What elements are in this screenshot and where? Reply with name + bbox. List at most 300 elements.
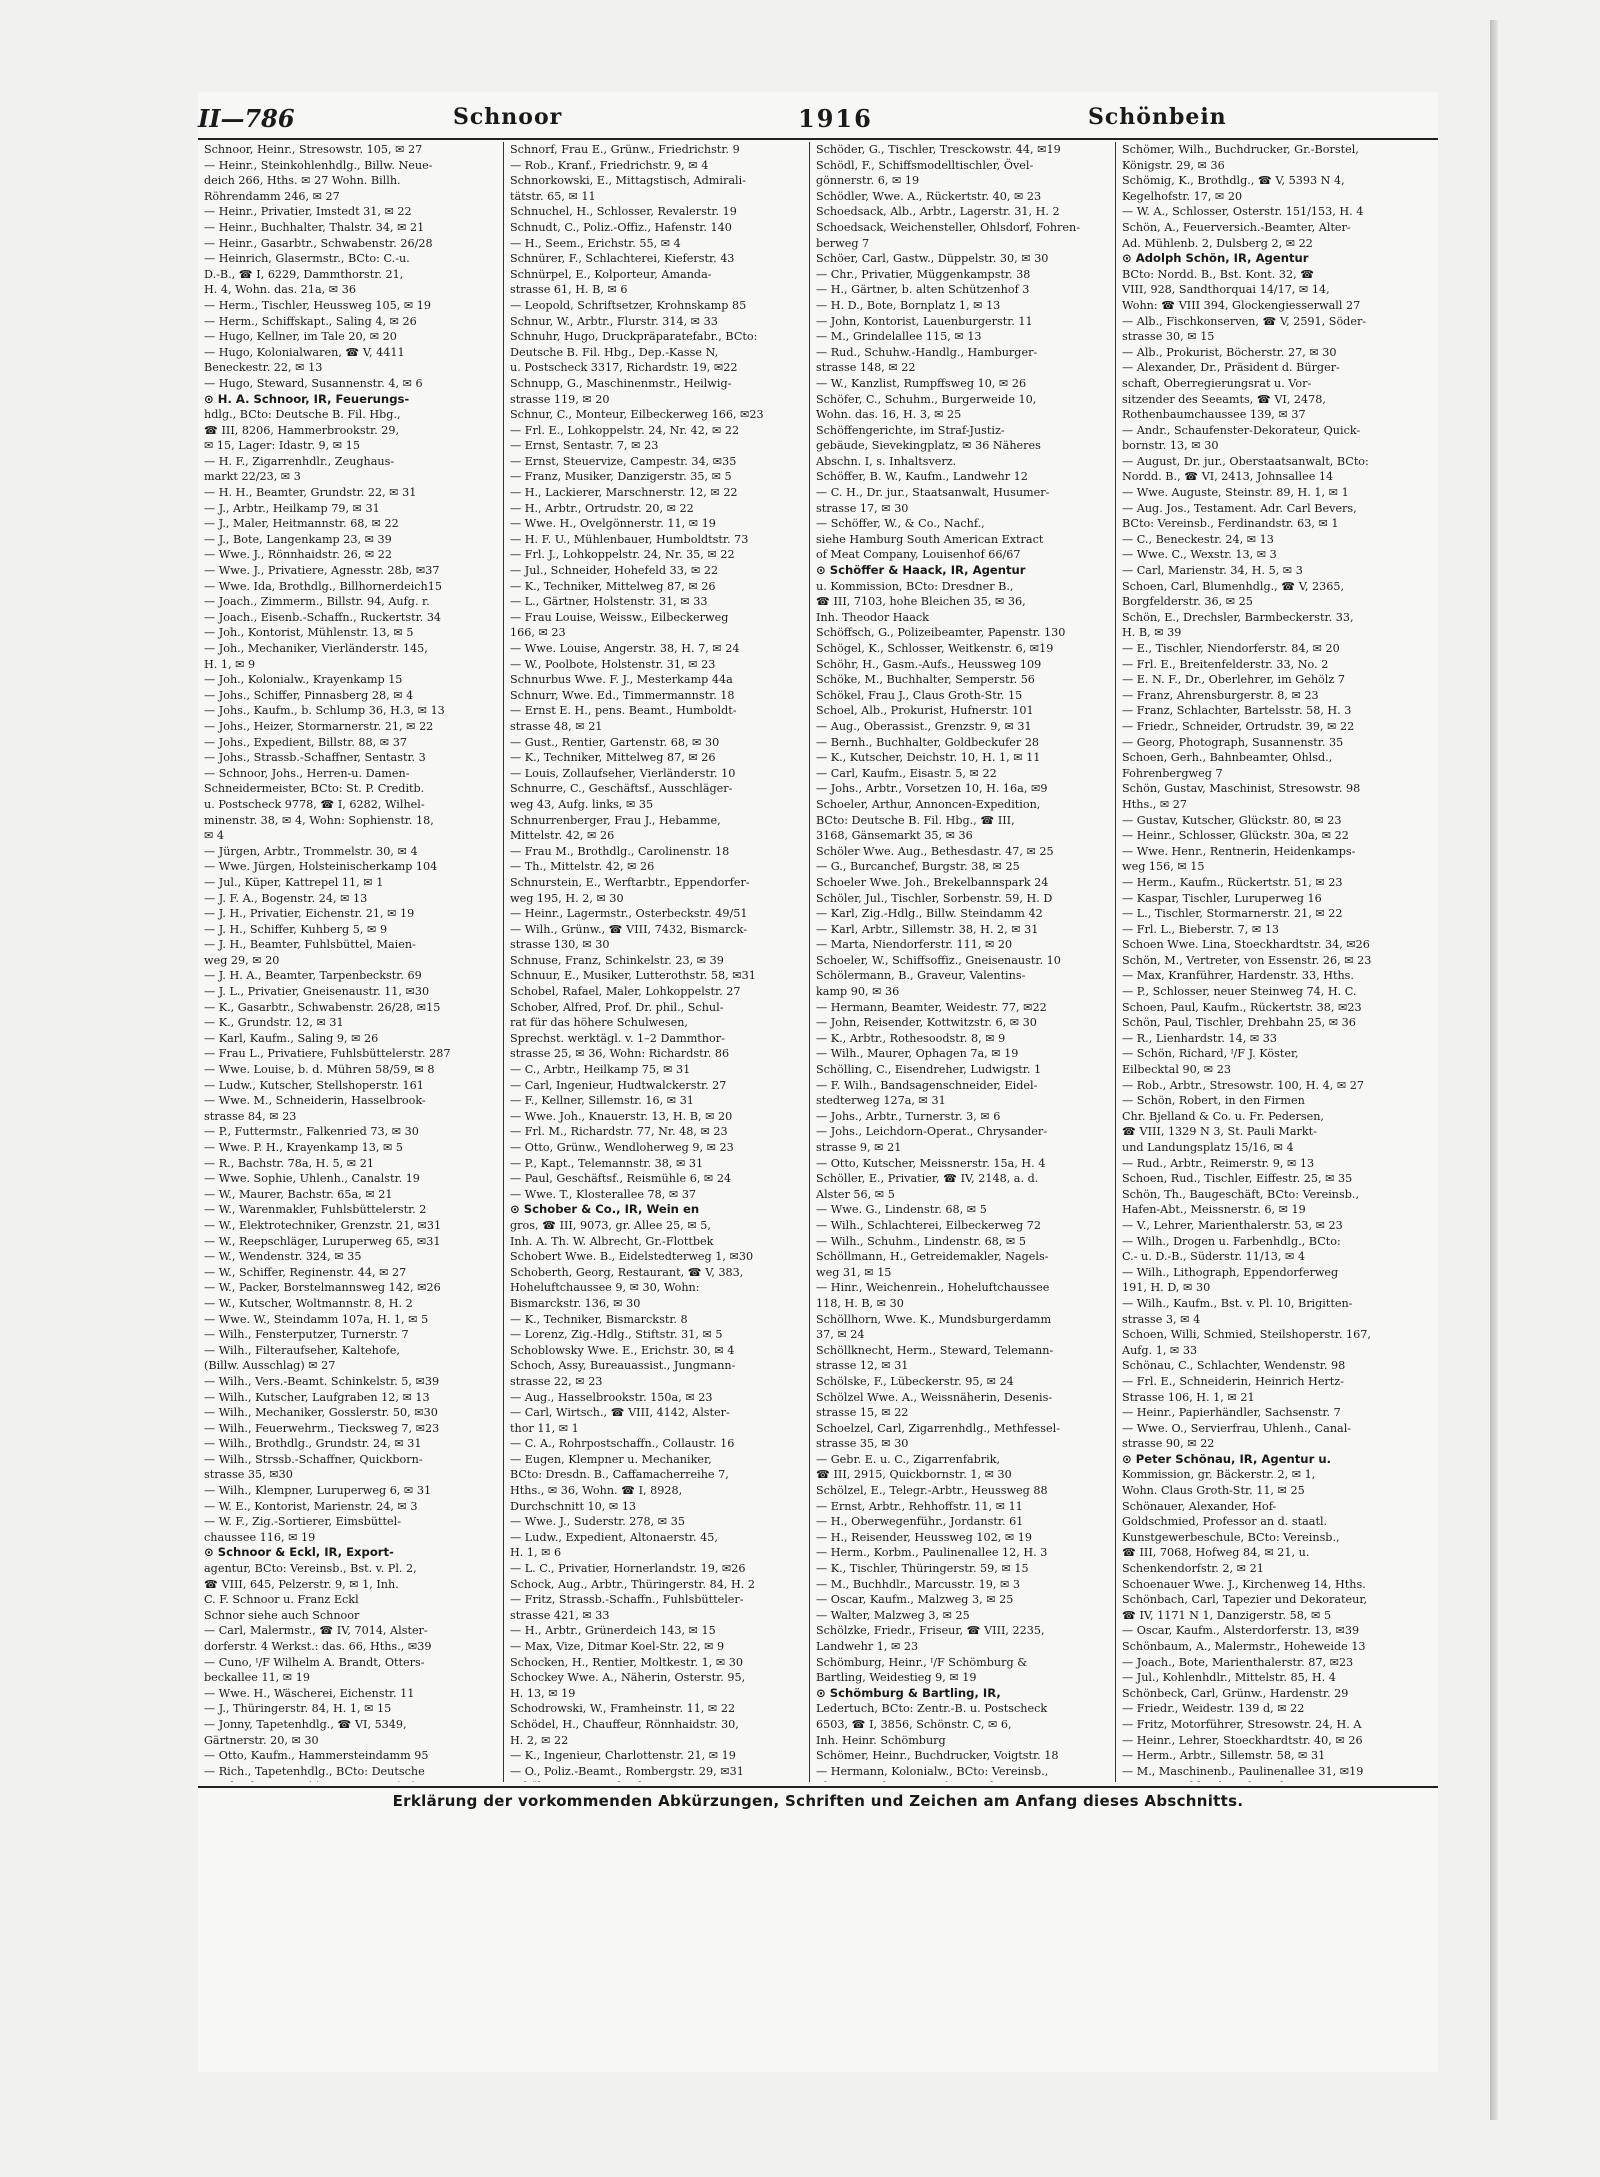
- directory-entry: — Wwe. O., Servierfrau, Uhlenh., Canal-: [1122, 1421, 1352, 1435]
- directory-entry: — Max, Vize, Ditmar Koel-Str. 22, ✉ 9: [510, 1640, 725, 1653]
- directory-entry: — Marta, Niendorferstr. 111, ✉ 20: [816, 938, 1013, 952]
- directory-entry: — H., Oberwegenführ., Jordanstr. 61: [816, 1515, 1024, 1529]
- directory-entry: Schnuchel, H., Schlosser, Revalerstr. 19: [510, 205, 737, 219]
- directory-entry: ☎ III, 2915, Quickbornstr. 1, ✉ 30: [816, 1468, 1012, 1482]
- directory-entry: Inh. Heinr. Schömburg: [816, 1733, 946, 1747]
- directory-entry: — Johs., Heizer, Stormarnerstr. 21, ✉ 22: [204, 719, 434, 733]
- directory-entry: Hths., ✉ 36, Wohn. ☎ I, 8928,: [510, 1484, 683, 1498]
- directory-entry: — Wilh., Mechaniker, Gosslerstr. 50, ✉30: [204, 1406, 438, 1420]
- directory-entry: BCto: Deutsche B. Fil. Hbg., ☎ III,: [816, 813, 1015, 827]
- directory-entry: strasse 148, ✉ 22: [816, 361, 916, 375]
- directory-entry: — R., Bachstr. 78a, H. 5, ✉ 21: [204, 1156, 374, 1170]
- directory-entry: — J., Maler, Heitmannstr. 68, ✉ 22: [204, 517, 399, 531]
- directory-entry: Schodrowski, W., Framheinstr. 11, ✉ 22: [510, 1702, 736, 1716]
- directory-entry: — Frl. M., Richardstr. 77, Nr. 48, ✉ 23: [510, 1125, 728, 1139]
- directory-entry: Schöffer, B. W., Kaufm., Landwehr 12: [816, 470, 1028, 484]
- directory-entry: — Gustav, Kutscher, Glückstr. 80, ✉ 23: [1122, 813, 1342, 827]
- directory-entry: Schönau, C., Schlachter, Wendenstr. 98: [1122, 1359, 1346, 1373]
- directory-entry: ☎ III, 8206, Hammerbrookstr. 29,: [204, 423, 400, 437]
- directory-entry: [1122, 1779, 1417, 1782]
- directory-entry: Schölske, F., Lübeckerstr. 95, ✉ 24: [816, 1374, 1014, 1388]
- directory-entry: — H., Lackierer, Marschnerstr. 12, ✉ 22: [510, 486, 738, 500]
- directory-entry: — Joh., Kontorist, Mühlenstr. 13, ✉ 5: [204, 626, 414, 640]
- directory-entry: BCto: Dresdn. B., Caffamacherreihe 7,: [510, 1468, 729, 1482]
- directory-entry: Schnoor, Heinr., Stresowstr. 105, ✉ 27: [204, 143, 423, 156]
- directory-entry: — H. F. U., Mühlenbauer, Humboldtstr. 73: [510, 532, 749, 546]
- directory-entry: — Wilh., Lithograph, Eppendorferweg: [1122, 1265, 1339, 1279]
- directory-entry: — Wilh., Schlachterei, Eilbeckerweg 72: [816, 1218, 1041, 1232]
- directory-entry: — Wwe. C., Wexstr. 13, ✉ 3: [1122, 548, 1277, 562]
- directory-entry: H. 1, ✉ 6: [510, 1546, 562, 1560]
- directory-entry: gebäude, Sievekingplatz, ✉ 36 Näheres: [816, 439, 1041, 453]
- directory-entry: — Franz, Musiker, Danzigerstr. 35, ✉ 5: [510, 470, 732, 484]
- directory-entry: [204, 1779, 498, 1782]
- directory-entry: — John, Reisender, Kottwitzstr. 6, ✉ 30: [816, 1016, 1037, 1030]
- directory-entry: — Carl, Wirtsch., ☎ VIII, 4142, Alster-: [510, 1406, 730, 1420]
- directory-entry: — Heinr., Lehrer, Stoeckhardtstr. 40, ✉ 26: [1122, 1733, 1363, 1747]
- directory-entry: Schober, Alfred, Prof. Dr. phil., Schul-: [510, 1000, 724, 1014]
- directory-entry: — Wilh., Strssb.-Schaffner, Quickborn-: [204, 1452, 423, 1466]
- directory-entry: — Rob., Arbtr., Stresowstr. 100, H. 4, ✉ 27: [1122, 1078, 1364, 1092]
- directory-entry: Inh. A. Th. W. Albrecht, Gr.-Flottbek: [510, 1234, 714, 1248]
- directory-entry: — Jul., Küper, Kattrepel 11, ✉ 1: [204, 875, 384, 889]
- directory-page: [198, 92, 1438, 2072]
- directory-entry: ⊙ Schöffer & Haack, IR, Agentur: [816, 563, 1026, 578]
- directory-entry: Schönbaum, A., Malermstr., Hoheweide 13: [1122, 1640, 1366, 1653]
- directory-entry: Schönbeck, Carl, Grünw., Hardenstr. 29: [1122, 1686, 1349, 1700]
- directory-entry: — Hugo, Kolonialwaren, ☎ V, 4411: [204, 345, 405, 359]
- directory-entry: — Aug., Oberassist., Grenzstr. 9, ✉ 31: [816, 719, 1032, 733]
- directory-entry: — H., Reisender, Heussweg 102, ✉ 19: [816, 1530, 1032, 1544]
- directory-entry: Schölzke, Friedr., Friseur, ☎ VIII, 2235,: [816, 1624, 1045, 1638]
- directory-entry: — Wilh., Kutscher, Laufgraben 12, ✉ 13: [204, 1390, 430, 1404]
- directory-entry: Durchschnitt 10, ✉ 13: [510, 1499, 637, 1513]
- directory-entry: — W., Kutscher, Woltmannstr. 8, H. 2: [204, 1296, 413, 1310]
- directory-entry: Mittelstr. 42, ✉ 26: [510, 829, 615, 843]
- directory-entry: — Ludw., Kutscher, Stellshoperstr. 161: [204, 1078, 424, 1092]
- directory-entry: Schneidermeister, BCto: St. P. Creditb.: [204, 782, 425, 796]
- directory-entry: — Wwe. T., Klosterallee 78, ✉ 37: [510, 1187, 697, 1201]
- directory-entry: — Rob., Kranf., Friedrichstr. 9, ✉ 4: [510, 158, 709, 172]
- directory-entry: Schöffsch, G., Polizeibeamter, Papenstr. 130: [816, 626, 1066, 640]
- directory-entry: — C. H., Dr. jur., Staatsanwalt, Husumer-: [816, 486, 1050, 500]
- directory-entry: Schnürer, F., Schlachterei, Kieferstr. 43: [510, 252, 735, 266]
- directory-entry: markt 22/23, ✉ 3: [204, 470, 301, 484]
- directory-entry: u. Postscheck 9778, ☎ I, 6282, Wilhel-: [204, 797, 425, 811]
- directory-entry: — Franz, Schlachter, Bartelsstr. 58, H. 3: [1122, 704, 1352, 718]
- directory-entry: — Johs., Expedient, Billstr. 88, ✉ 37: [204, 735, 407, 749]
- page-edge: [1490, 20, 1498, 2120]
- directory-entry: — H., Arbtr., Grünerdeich 143, ✉ 15: [510, 1624, 716, 1638]
- directory-entry: ⊙ Schnoor & Eckl, IR, Export-: [204, 1545, 394, 1560]
- directory-entry: — Max, Kranführer, Hardenstr. 33, Hths.: [1122, 969, 1354, 983]
- directory-entry: Kunstgewerbeschule, BCto: Vereinsb.,: [1122, 1530, 1340, 1544]
- directory-entry: beckallee 11, ✉ 19: [204, 1671, 310, 1685]
- directory-entry: strasse 30, ✉ 15: [1122, 330, 1215, 344]
- directory-entry: Nordd. B., ☎ VI, 2413, Johnsallee 14: [1122, 470, 1334, 484]
- directory-entry: Schöllhorn, Wwe. K., Mundsburgerdamm: [816, 1312, 1052, 1326]
- directory-entry: deich 266, Hths. ✉ 27 Wohn. Billh.: [204, 174, 401, 188]
- directory-entry: C.- u. D.-B., Süderstr. 11/13, ✉ 4: [1122, 1250, 1306, 1264]
- directory-entry: Schnuhr, Hugo, Druckpräparatefabr., BCto:: [510, 330, 758, 344]
- directory-entry: Schöke, M., Buchhalter, Semperstr. 56: [816, 673, 1035, 687]
- directory-entry: — Wwe. H., Wäscherei, Eichenstr. 11: [204, 1686, 415, 1700]
- directory-entry: — W., Warenmakler, Fuhlsbüttelerstr. 2: [204, 1203, 427, 1217]
- column-2: [504, 142, 810, 1782]
- directory-entry: — Fritz, Motorführer, Stresowstr. 24, H. A: [1122, 1717, 1362, 1731]
- directory-entry: — Ernst, Steuervize, Campestr. 34, ✉35: [510, 454, 737, 468]
- directory-entry: — Gust., Rentier, Gartenstr. 68, ✉ 30: [510, 735, 720, 749]
- directory-entry: — Wwe. H., Ovelgönnerstr. 11, ✉ 19: [510, 517, 716, 531]
- directory-entry: — Jul., Schneider, Hohefeld 33, ✉ 22: [510, 564, 719, 578]
- directory-entry: Schöler Wwe. Aug., Bethesdastr. 47, ✉ 25: [816, 844, 1054, 858]
- directory-entry: Wohn: ☎ VIII 394, Glockengiesserwall 27: [1122, 298, 1361, 312]
- directory-entry: Schölzel Wwe. A., Weissnäherin, Desenis-: [816, 1390, 1053, 1404]
- directory-entry: — Friedr., Schneider, Ortrudstr. 39, ✉ 22: [1122, 719, 1355, 733]
- directory-entry: — Frl. L., Bieberstr. 7, ✉ 13: [1122, 922, 1280, 936]
- directory-entry: — Oscar, Kaufm., Malzweg 3, ✉ 25: [816, 1593, 1014, 1607]
- directory-entry: — Wwe. Joh., Knauerstr. 13, H. B, ✉ 20: [510, 1109, 733, 1123]
- directory-entry: [510, 1779, 804, 1782]
- directory-entry: Schoch, Assy, Bureauassist., Jungmann-: [510, 1359, 736, 1373]
- directory-entry: Inh. Theodor Haack: [816, 610, 929, 624]
- directory-entry: strasse 130, ✉ 30: [510, 938, 610, 952]
- directory-entry: — Wilh., Schuhm., Lindenstr. 68, ✉ 5: [816, 1234, 1026, 1248]
- directory-entry: gros, ☎ III, 9073, gr. Allee 25, ✉ 5,: [510, 1218, 711, 1232]
- directory-entry: Ad. Mühlenb. 2, Dulsberg 2, ✉ 22: [1122, 236, 1313, 250]
- directory-entry: — W., Reepschläger, Luruperweg 65, ✉31: [204, 1234, 441, 1248]
- directory-entry: ✉ 15, Lager: Idastr. 9, ✉ 15: [204, 439, 360, 453]
- directory-entry: Schnuur, E., Musiker, Lutterothstr. 58, ✉31: [510, 969, 756, 983]
- directory-entry: Schödel, H., Chauffeur, Rönnhaidstr. 30,: [510, 1717, 739, 1731]
- directory-entry: — H., Gärtner, b. alten Schützenhof 3: [816, 283, 1030, 297]
- directory-entry: weg 31, ✉ 15: [816, 1265, 892, 1279]
- directory-entry: — K., Techniker, Mittelweg 87, ✉ 26: [510, 751, 716, 765]
- directory-entry: — Schön, Robert, in den Firmen: [1122, 1094, 1305, 1108]
- directory-entry: — K., Gasarbtr., Schwabenstr. 26/28, ✉15: [204, 1000, 441, 1014]
- directory-entry: Schoen, Carl, Blumenhdlg., ☎ V, 2365,: [1122, 579, 1345, 593]
- directory-entry: Schöller, E., Privatier, ☎ IV, 2148, a. d.: [816, 1172, 1039, 1186]
- directory-entry: — Oscar, Kaufm., Alsterdorferstr. 13, ✉39: [1122, 1624, 1360, 1638]
- directory-entry: — Carl, Kaufm., Eisastr. 5, ✉ 22: [816, 766, 997, 780]
- directory-entry: Schnurre, C., Geschäftsf., Ausschläger-: [510, 782, 733, 796]
- directory-entry: Schnurr, Wwe. Ed., Timmermannstr. 18: [510, 688, 735, 702]
- directory-entry: Ledertuch, BCto: Zentr.-B. u. Postscheck: [816, 1702, 1048, 1716]
- directory-entry: — Cuno, ᴵ/F Wilhelm A. Brandt, Otters-: [204, 1655, 425, 1669]
- directory-entry: — Frau L., Privatiere, Fuhlsbüttelerstr. 287: [204, 1047, 451, 1061]
- directory-entry: Schömer, Wilh., Buchdrucker, Gr.-Borstel,: [1122, 143, 1359, 156]
- directory-entry: — Wwe. J., Suderstr. 278, ✉ 35: [510, 1515, 685, 1529]
- directory-entry: — K., Techniker, Mittelweg 87, ✉ 26: [510, 579, 716, 593]
- column-1: [198, 142, 504, 1782]
- directory-entry: — Herm., Kaufm., Rückertstr. 51, ✉ 23: [1122, 875, 1343, 889]
- directory-entry: Schoelzel, Carl, Zigarrenhdlg., Methfessel-: [816, 1421, 1061, 1435]
- directory-entry: Schnur, C., Monteur, Eilbeckerweg 166, ✉23: [510, 408, 764, 422]
- directory-entry: — J. F. A., Bogenstr. 24, ✉ 13: [204, 891, 368, 905]
- directory-entry: — Wwe. G., Lindenstr. 68, ✉ 5: [816, 1203, 987, 1217]
- directory-entry: Schoedsack, Alb., Arbtr., Lagerstr. 31, H. 2: [816, 205, 1060, 219]
- directory-entry: Schoeler, Arthur, Annoncen-Expedition,: [816, 797, 1041, 811]
- column-4: [1116, 142, 1422, 1782]
- directory-entry: — Chr., Privatier, Müggenkampstr. 38: [816, 267, 1031, 281]
- directory-entry: strasse 17, ✉ 30: [816, 501, 909, 515]
- directory-entry: — W. F., Zig.-Sortierer, Eimsbüttel-: [204, 1515, 402, 1529]
- directory-entry: Schnorkowski, E., Mittagstisch, Admirali-: [510, 174, 746, 188]
- directory-entry: strasse 12, ✉ 31: [816, 1359, 909, 1373]
- directory-entry: — Wwe. W., Steindamm 107a, H. 1, ✉ 5: [204, 1312, 429, 1326]
- directory-entry: u. Postscheck 3317, Richardstr. 19, ✉22: [510, 361, 738, 375]
- directory-entry: — Heinr., Lagermstr., Osterbeckstr. 49/51: [510, 907, 748, 921]
- directory-entry: — Rud., Arbtr., Reimerstr. 9, ✉ 13: [1122, 1156, 1315, 1170]
- directory-entry: — W. E., Kontorist, Marienstr. 24, ✉ 3: [204, 1499, 418, 1513]
- directory-entry: — P., Schlosser, neuer Steinweg 74, H. C.: [1122, 985, 1357, 999]
- directory-entry: — Ernst, Arbtr., Rehhoffstr. 11, ✉ 11: [816, 1499, 1023, 1513]
- directory-entry: — Heinr., Steinkohlenhdlg., Billw. Neue-: [204, 158, 433, 172]
- directory-entry: — P., Kapt., Telemannstr. 38, ✉ 31: [510, 1156, 704, 1170]
- directory-entry: — Frl. E., Lohkoppelstr. 24, Nr. 42, ✉ 22: [510, 423, 740, 437]
- directory-entry: — Eugen, Klempner u. Mechaniker,: [510, 1452, 712, 1466]
- directory-entry: — Karl, Kaufm., Saling 9, ✉ 26: [204, 1031, 379, 1045]
- directory-entry: Schölermann, B., Graveur, Valentins-: [816, 969, 1026, 983]
- directory-columns: [198, 142, 1438, 1782]
- directory-entry: VIII, 928, Sandthorquai 14/17, ✉ 14,: [1122, 283, 1330, 297]
- directory-entry: — Johs., Strassb.-Schaffner, Sentastr. 3: [204, 751, 426, 765]
- directory-entry: und Landungsplatz 15/16, ✉ 4: [1122, 1141, 1294, 1154]
- directory-entry: Hths., ✉ 27: [1122, 797, 1188, 811]
- directory-entry: (Billw. Ausschlag) ✉ 27: [204, 1359, 336, 1373]
- directory-entry: BCto: Nordd. B., Bst. Kont. 32, ☎: [1122, 267, 1315, 281]
- directory-entry: — H., Arbtr., Ortrudstr. 20, ✉ 22: [510, 501, 694, 515]
- directory-entry: — August, Dr. jur., Oberstaatsanwalt, BCto:: [1122, 454, 1369, 468]
- directory-entry: — Wilh., Grünw., ☎ VIII, 7432, Bismarck-: [510, 922, 748, 936]
- directory-entry: — Karl, Zig.-Hdlg., Billw. Steindamm 42: [816, 907, 1043, 921]
- directory-entry: Schödler, Wwe. A., Rückertstr. 40, ✉ 23: [816, 189, 1042, 203]
- directory-entry: Deutsche B. Fil. Hbg., Dep.-Kasse N,: [510, 345, 719, 359]
- directory-entry: — O., Poliz.-Beamt., Rombergstr. 29, ✉31: [510, 1764, 744, 1778]
- directory-entry: Schnorf, Frau E., Grünw., Friedrichstr. 9: [510, 143, 740, 156]
- directory-entry: — Heinr., Papierhändler, Sachsenstr. 7: [1122, 1406, 1341, 1420]
- directory-entry: ☎ III, 7103, hohe Bleichen 35, ✉ 36,: [816, 595, 1026, 609]
- directory-entry: Schenkendorfstr. 2, ✉ 21: [1122, 1562, 1264, 1576]
- directory-entry: — M., Buchhdlr., Marcusstr. 19, ✉ 3: [816, 1577, 1021, 1591]
- directory-entry: ✉ 4: [204, 829, 225, 843]
- directory-entry: — Otto, Kaufm., Hammersteindamm 95: [204, 1749, 429, 1763]
- directory-entry: — Frl. J., Lohkoppelstr. 24, Nr. 35, ✉ 22: [510, 548, 735, 562]
- directory-entry: — Joach., Zimmerm., Billstr. 94, Aufg. r.: [204, 595, 430, 609]
- directory-entry: Landwehr 1, ✉ 23: [816, 1640, 919, 1653]
- directory-entry: — L., Gärtner, Holstenstr. 31, ✉ 33: [510, 595, 708, 609]
- directory-entry: — Th., Mittelstr. 42, ✉ 26: [510, 860, 655, 874]
- directory-entry: — J. H., Privatier, Eichenstr. 21, ✉ 19: [204, 907, 415, 921]
- directory-entry: Sprechst. werktägl. v. 1–2 Dammthor-: [510, 1031, 725, 1045]
- directory-entry: stedterweg 127a, ✉ 31: [816, 1094, 946, 1108]
- directory-entry: 6503, ☎ I, 3856, Schönstr. C, ✉ 6,: [816, 1717, 1012, 1731]
- directory-entry: ☎ III, 7068, Hofweg 84, ✉ 21, u.: [1122, 1546, 1310, 1560]
- directory-entry: — J. H., Beamter, Fuhlsbüttel, Maien-: [204, 938, 416, 952]
- directory-entry: — Leopold, Schriftsetzer, Krohnskamp 85: [510, 298, 747, 312]
- directory-entry: Schön, M., Vertreter, von Essenstr. 26, ✉ 23: [1122, 953, 1372, 967]
- directory-entry: strasse 35, ✉30: [204, 1468, 293, 1482]
- directory-entry: [816, 1779, 1110, 1782]
- directory-entry: — E. N. F., Dr., Oberlehrer, im Gehölz 7: [1122, 673, 1345, 687]
- directory-entry: — Schnoor, Johs., Herren-u. Damen-: [204, 766, 410, 780]
- abbreviation-note: Erklärung der vorkommenden Abkürzungen, Schriften und Zeichen am Anfang dieses Abschnitts.: [392, 1792, 1244, 1810]
- directory-entry: Schoel, Alb., Prokurist, Hufnerstr. 101: [816, 704, 1034, 718]
- directory-entry: — Wilh., Klempner, Luruperweg 6, ✉ 31: [204, 1484, 432, 1498]
- directory-entry: Röhrendamm 246, ✉ 27: [204, 189, 340, 203]
- directory-entry: Schock, Aug., Arbtr., Thüringerstr. 84, H. 2: [510, 1577, 755, 1591]
- directory-entry: — W., Maurer, Bachstr. 65a, ✉ 21: [204, 1187, 393, 1201]
- directory-entry: strasse 25, ✉ 36, Wohn: Richardstr. 86: [510, 1047, 730, 1061]
- footer-rule: [198, 1786, 1438, 1788]
- directory-entry: — M., Grindelallee 115, ✉ 13: [816, 330, 982, 344]
- directory-entry: — Frl. E., Breitenfelderstr. 33, No. 2: [1122, 657, 1329, 671]
- directory-entry: kamp 90, ✉ 36: [816, 985, 900, 999]
- directory-entry: Schnor siehe auch Schnoor: [204, 1608, 360, 1622]
- directory-entry: — Frau Louise, Weissw., Eilbeckerweg: [510, 610, 729, 624]
- directory-entry: Schön, A., Feuerversich.-Beamter, Alter-: [1122, 220, 1351, 234]
- directory-entry: — Wwe. Louise, Angerstr. 38, H. 7, ✉ 24: [510, 642, 740, 655]
- directory-entry: Eilbecktal 90, ✉ 23: [1122, 1063, 1231, 1077]
- directory-entry: — Wwe. Ida, Brothdlg., Billhornerdeich15: [204, 579, 442, 593]
- directory-entry: — Bernh., Buchhalter, Goldbeckufer 28: [816, 735, 1040, 749]
- directory-entry: — J., Bote, Langenkamp 23, ✉ 39: [204, 532, 392, 546]
- directory-entry: Schoberth, Georg, Restaurant, ☎ V, 383,: [510, 1265, 744, 1279]
- directory-entry: — R., Lienhardstr. 14, ✉ 33: [1122, 1031, 1278, 1045]
- directory-entry: strasse 22, ✉ 23: [510, 1374, 603, 1388]
- directory-entry: Borgfelderstr. 36, ✉ 25: [1122, 595, 1253, 609]
- directory-entry: — W., Packer, Borstelmannsweg 142, ✉26: [204, 1281, 441, 1295]
- directory-entry: — J. L., Privatier, Gneisenaustr. 11, ✉30: [204, 985, 430, 999]
- directory-entry: weg 43, Aufg. links, ✉ 35: [510, 797, 654, 811]
- directory-entry: — Hermann, Kolonialw., BCto: Vereinsb.,: [816, 1764, 1049, 1778]
- directory-entry: 37, ✉ 24: [816, 1328, 865, 1342]
- directory-entry: — Rud., Schuhw.-Handlg., Hamburger-: [816, 345, 1038, 359]
- directory-entry: dorferstr. 4 Werkst.: das. 66, Hths., ✉39: [204, 1640, 432, 1653]
- directory-entry: — E., Tischler, Niendorferstr. 84, ✉ 20: [1122, 642, 1340, 655]
- directory-entry: Schockey Wwe. A., Näherin, Osterstr. 95,: [510, 1671, 746, 1685]
- directory-entry: — Ernst E. H., pens. Beamt., Humboldt-: [510, 704, 737, 718]
- directory-entry: Schöllknecht, Herm., Steward, Telemann-: [816, 1343, 1054, 1357]
- directory-entry: — Otto, Kutscher, Meissnerstr. 15a, H. 4: [816, 1156, 1046, 1170]
- directory-entry: Goldschmied, Professor an d. staatl.: [1122, 1515, 1328, 1529]
- directory-entry: Schnuse, Franz, Schinkelstr. 23, ✉ 39: [510, 953, 724, 967]
- directory-entry: u. Kommission, BCto: Dresdner B.,: [816, 579, 1014, 593]
- directory-entry: — Louis, Zollaufseher, Vierländerstr. 10: [510, 766, 736, 780]
- directory-entry: — Wwe. Sophie, Uhlenh., Canalstr. 19: [204, 1172, 420, 1186]
- directory-entry: — F. Wilh., Bandsagenschneider, Eidel-: [816, 1078, 1038, 1092]
- directory-entry: Schnürpel, E., Kolporteur, Amanda-: [510, 267, 712, 281]
- directory-entry: Schöler, Jul., Tischler, Sorbenstr. 59, H. D: [816, 891, 1053, 905]
- directory-entry: — Wilh., Filteraufseher, Kaltehofe,: [204, 1343, 400, 1357]
- directory-entry: — Jürgen, Arbtr., Trommelstr. 30, ✉ 4: [204, 844, 418, 858]
- directory-entry: Schöfer, C., Schuhm., Burgerweide 10,: [816, 392, 1037, 406]
- directory-entry: — Franz, Ahrensburgerstr. 8, ✉ 23: [1122, 688, 1319, 702]
- directory-entry: ⊙ Adolph Schön, IR, Agentur: [1122, 251, 1309, 266]
- directory-entry: strasse 119, ✉ 20: [510, 392, 610, 406]
- directory-entry: Wohn. Claus Groth-Str. 11, ✉ 25: [1122, 1484, 1305, 1498]
- directory-entry: Schöffengerichte, im Straf-Justiz-: [816, 423, 1005, 437]
- directory-entry: — Aug. Jos., Testament. Adr. Carl Bevers,: [1122, 501, 1357, 515]
- directory-entry: weg 195, H. 2, ✉ 30: [510, 891, 624, 905]
- directory-entry: Schönbach, Carl, Tapezier und Dekorateur,: [1122, 1593, 1368, 1607]
- directory-entry: — Schön, Richard, ᴵ/F J. Köster,: [1122, 1047, 1299, 1061]
- directory-entry: — Georg, Photograph, Susannenstr. 35: [1122, 735, 1344, 749]
- directory-entry: — Johs., Leichdorn-Operat., Chrysander-: [816, 1125, 1048, 1139]
- directory-entry: ⊙ Schömburg & Bartling, IR,: [816, 1685, 1001, 1700]
- directory-entry: thor 11, ✉ 1: [510, 1421, 579, 1435]
- directory-entry: Schömig, K., Brothdlg., ☎ V, 5393 N 4,: [1122, 174, 1345, 188]
- directory-entry: — Wilh., Fensterputzer, Turnerstr. 7: [204, 1328, 409, 1342]
- directory-entry: strasse 90, ✉ 22: [1122, 1437, 1215, 1451]
- directory-entry: 3168, Gänsemarkt 35, ✉ 36: [816, 829, 973, 843]
- directory-entry: Schön, Gustav, Maschinist, Stresowstr. 98: [1122, 782, 1361, 796]
- directory-entry: ☎ VIII, 645, Pelzerstr. 9, ✉ 1, Inh.: [204, 1577, 399, 1591]
- directory-entry: — K., Kutscher, Deichstr. 10, H. 1, ✉ 11: [816, 751, 1041, 765]
- directory-entry: Schoeler Wwe. Joh., Brekelbannspark 24: [816, 875, 1049, 889]
- directory-entry: Schön, Paul, Tischler, Drehbahn 25, ✉ 36: [1122, 1016, 1356, 1030]
- directory-entry: strasse 421, ✉ 33: [510, 1608, 610, 1622]
- directory-entry: — Karl, Arbtr., Sillemstr. 38, H. 2, ✉ 31: [816, 922, 1039, 936]
- directory-entry: — Hinr., Weichenrein., Hoheluftchaussee: [816, 1281, 1050, 1295]
- directory-entry: — Herm., Schiffskapt., Saling 4, ✉ 26: [204, 314, 417, 328]
- directory-entry: Schobert Wwe. B., Eidelstedterweg 1, ✉30: [510, 1250, 754, 1264]
- directory-entry: — Hermann, Beamter, Weidestr. 77, ✉22: [816, 1000, 1047, 1014]
- directory-entry: gönnerstr. 6, ✉ 19: [816, 174, 920, 188]
- directory-entry: — F., Kellner, Sillemstr. 16, ✉ 31: [510, 1094, 694, 1108]
- directory-entry: H. 2, ✉ 22: [510, 1733, 569, 1747]
- directory-entry: — Ludw., Expedient, Altonaerstr. 45,: [510, 1530, 718, 1544]
- directory-entry: — H. H., Beamter, Grundstr. 22, ✉ 31: [204, 486, 417, 500]
- directory-entry: — Wwe. J., Privatiere, Agnesstr. 28b, ✉37: [204, 564, 440, 578]
- directory-entry: C. F. Schnoor u. Franz Eckl: [204, 1593, 359, 1607]
- directory-entry: chaussee 116, ✉ 19: [204, 1530, 316, 1544]
- directory-entry: — P., Futtermstr., Falkenried 73, ✉ 30: [204, 1125, 419, 1139]
- directory-entry: strasse 84, ✉ 23: [204, 1109, 297, 1123]
- directory-entry: — W., Kanzlist, Rumpffsweg 10, ✉ 26: [816, 376, 1027, 390]
- directory-entry: — Joh., Mechaniker, Vierländerstr. 145,: [204, 642, 428, 655]
- directory-entry: Schoenauer Wwe. J., Kirchenweg 14, Hths.: [1122, 1577, 1366, 1591]
- directory-entry: — Wwe. J., Rönnhaidstr. 26, ✉ 22: [204, 548, 393, 562]
- directory-entry: — K., Tischler, Thüringerstr. 59, ✉ 15: [816, 1562, 1029, 1576]
- directory-entry: — W., Wendenstr. 324, ✉ 35: [204, 1250, 362, 1264]
- directory-entry: Schnurbus Wwe. F. J., Mesterkamp 44a: [510, 673, 733, 687]
- directory-entry: Wohn. das. 16, H. 3, ✉ 25: [816, 408, 962, 422]
- directory-entry: ⊙ H. A. Schnoor, IR, Feuerungs-: [204, 391, 410, 406]
- directory-entry: — Andr., Schaufenster-Dekorateur, Quick-: [1122, 423, 1361, 437]
- directory-entry: — Herm., Arbtr., Sillemstr. 58, ✉ 31: [1122, 1749, 1326, 1763]
- directory-entry: Schoen, Gerh., Bahnbeamter, Ohlsd.,: [1122, 751, 1333, 765]
- directory-entry: — W., Elektrotechniker, Grenzstr. 21, ✉31: [204, 1218, 442, 1232]
- directory-entry: — Friedr., Weidestr. 139 d, ✉ 22: [1122, 1702, 1305, 1716]
- page-number: II—786: [198, 104, 295, 133]
- directory-entry: Schoen Wwe. Lina, Stoeckhardtstr. 34, ✉26: [1122, 938, 1370, 952]
- directory-entry: — M., Maschinenb., Paulinenallee 31, ✉19: [1122, 1764, 1364, 1778]
- directory-entry: — Frau M., Brothdlg., Carolinenstr. 18: [510, 844, 730, 858]
- directory-entry: schaft, Oberregierungsrat u. Vor-: [1122, 376, 1312, 390]
- directory-entry: Strasse 106, H. 1, ✉ 21: [1122, 1390, 1255, 1404]
- directory-entry: Schömburg, Heinr., ᴵ/F Schömburg &: [816, 1655, 1028, 1669]
- directory-entry: Schobel, Rafael, Maler, Lohkoppelstr. 27: [510, 985, 741, 999]
- right-running-head: Schönbein: [1088, 104, 1227, 130]
- directory-entry: — C., Arbtr., Heilkamp 75, ✉ 31: [510, 1063, 691, 1077]
- directory-entry: Kegelhofstr. 17, ✉ 20: [1122, 189, 1243, 203]
- directory-entry: Bismarckstr. 136, ✉ 30: [510, 1296, 641, 1310]
- directory-entry: — Heinr., Gasarbtr., Schwabenstr. 26/28: [204, 236, 433, 250]
- directory-entry: Schoen, Paul, Kaufm., Rückertstr. 38, ✉23: [1122, 1000, 1362, 1014]
- directory-entry: Schölzel, E., Telegr.-Arbtr., Heussweg 88: [816, 1484, 1048, 1498]
- directory-entry: — Herm., Korbm., Paulinenallee 12, H. 3: [816, 1546, 1048, 1560]
